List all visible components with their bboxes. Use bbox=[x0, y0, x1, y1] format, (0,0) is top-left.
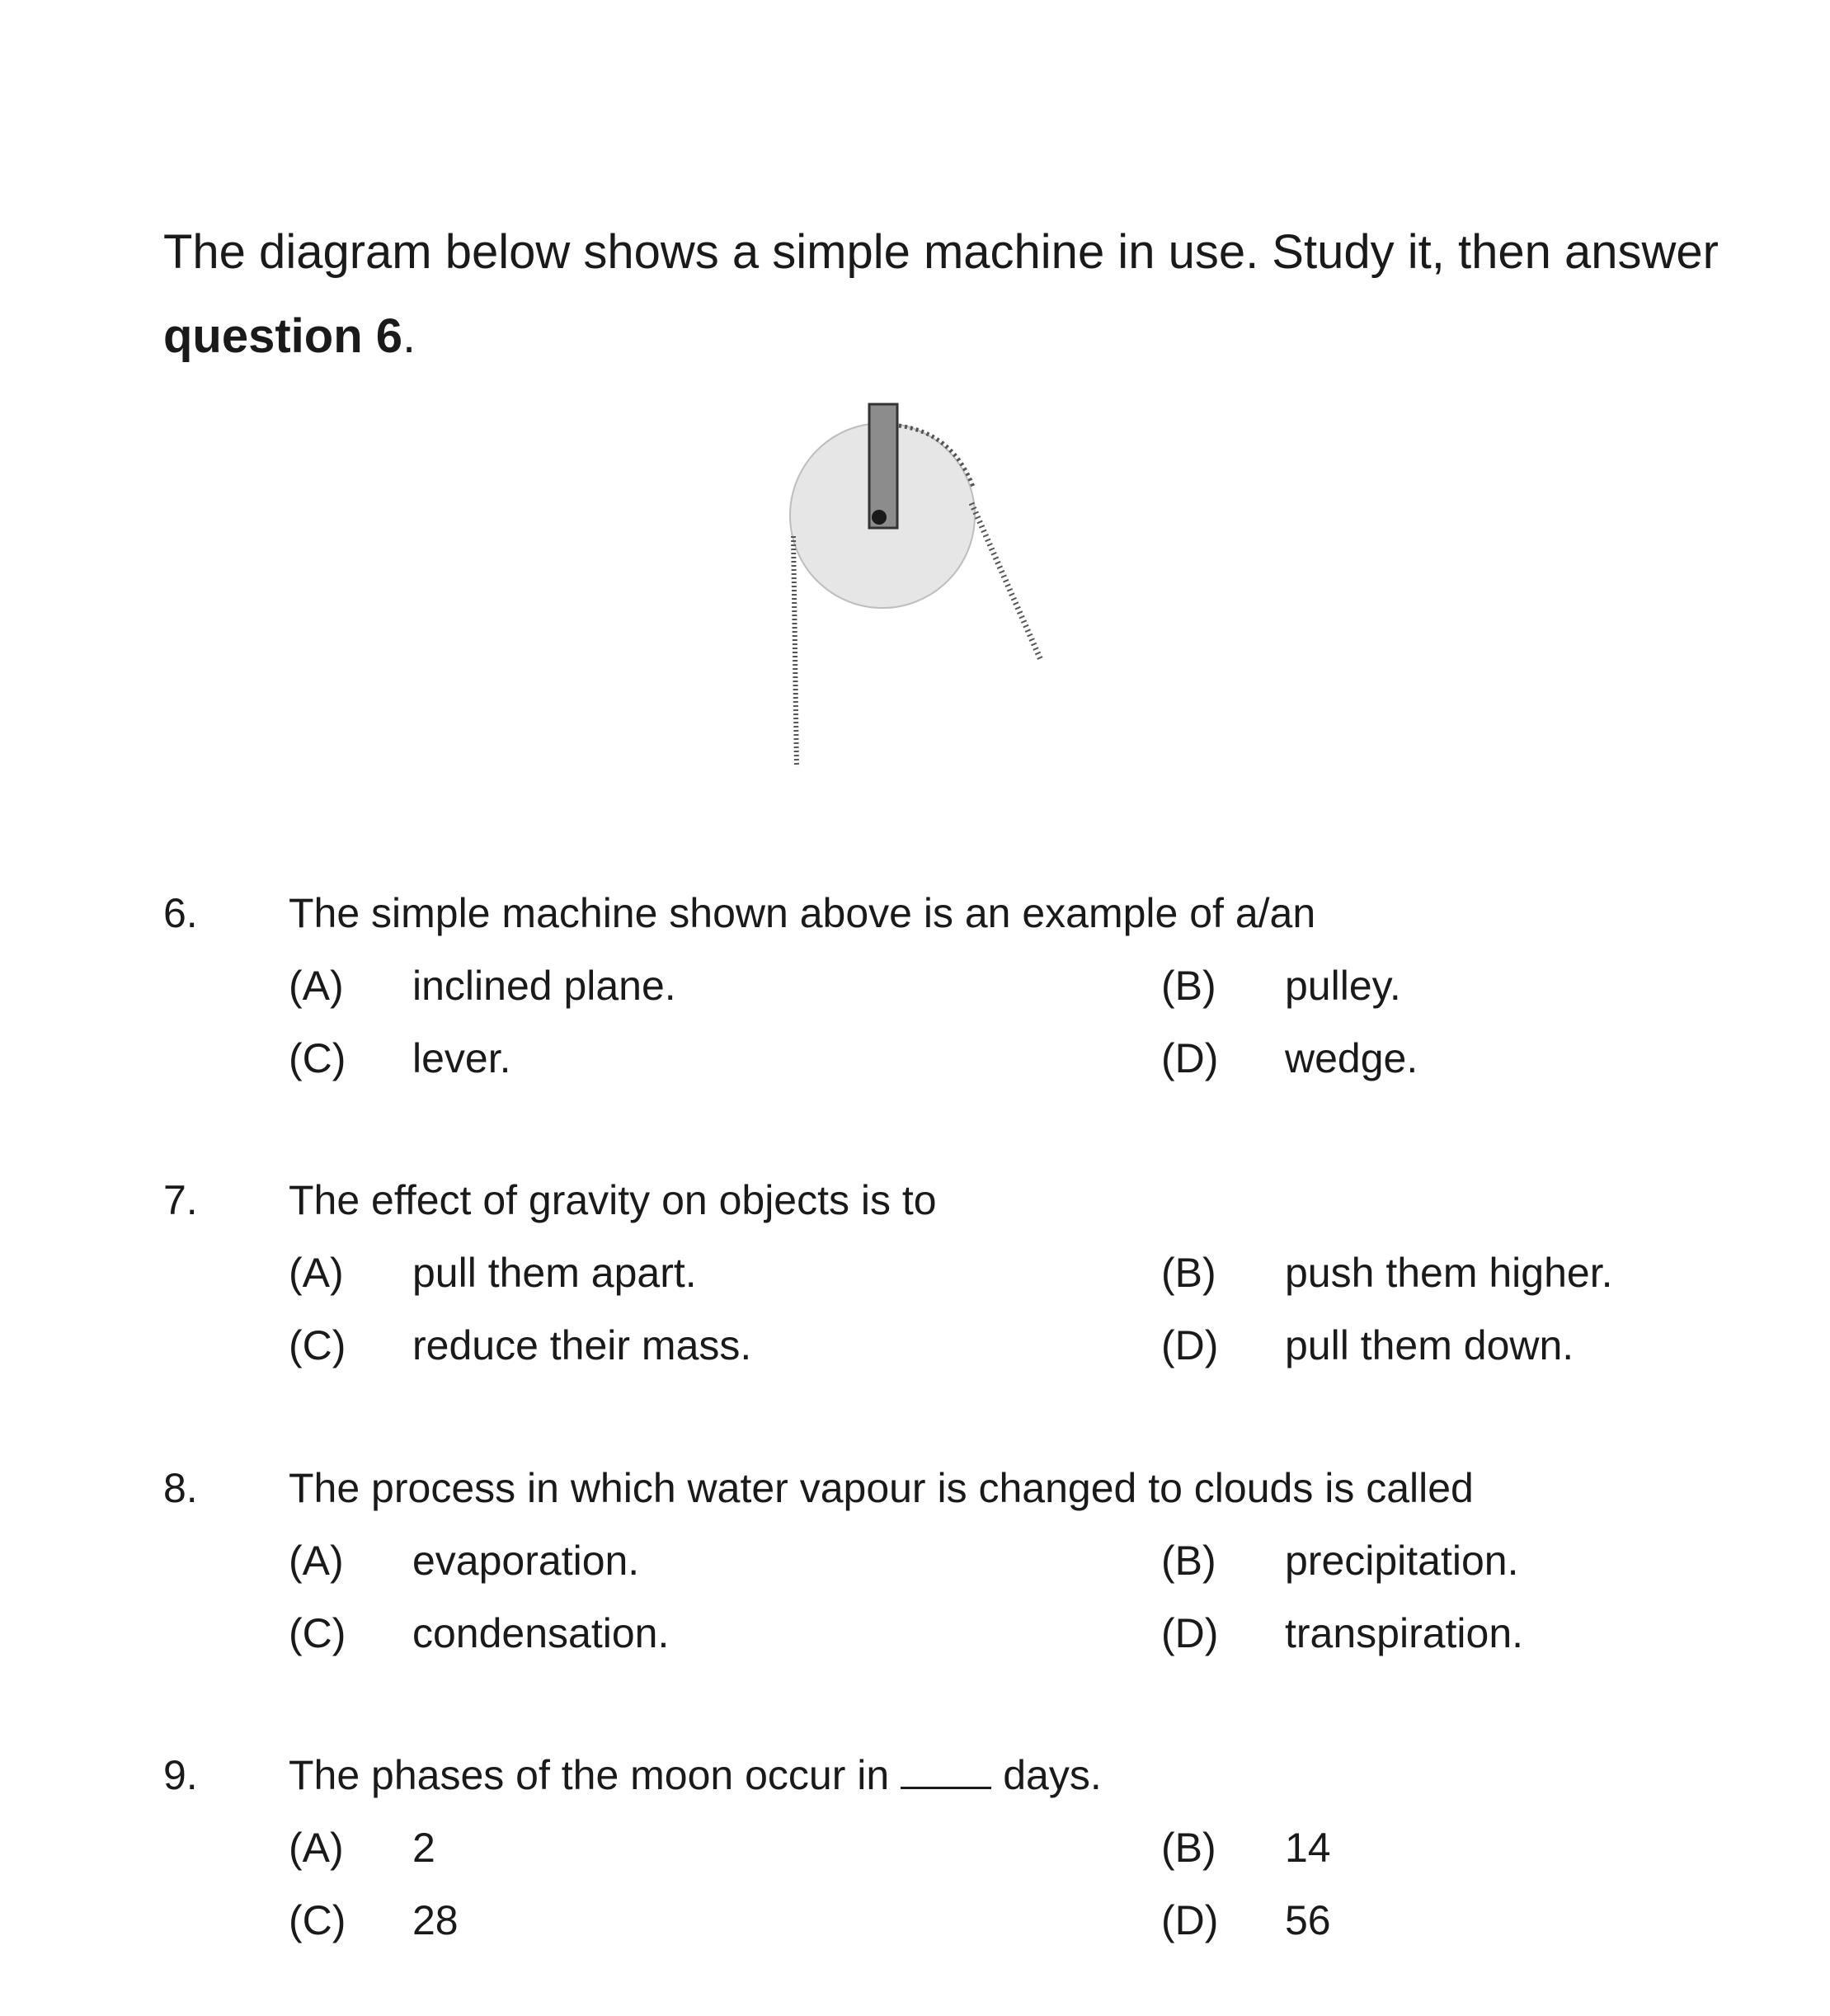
option-letter: (D) bbox=[1161, 1610, 1219, 1656]
option-text: 2 bbox=[412, 1825, 435, 1871]
option-text: pull them apart. bbox=[412, 1250, 697, 1296]
pulley-axle bbox=[872, 510, 887, 525]
intro-question-ref: question 6 bbox=[163, 309, 403, 363]
option-letter: (D) bbox=[1161, 1322, 1219, 1368]
option-text: 14 bbox=[1285, 1825, 1331, 1871]
option-text: precipitation. bbox=[1285, 1538, 1519, 1584]
option-letter: (C) bbox=[289, 1610, 346, 1656]
question-stem-after: days. bbox=[1003, 1752, 1102, 1798]
option-text: pulley. bbox=[1285, 963, 1401, 1009]
option-text: reduce their mass. bbox=[412, 1322, 752, 1368]
option-text: 28 bbox=[412, 1897, 459, 1943]
option-text: lever. bbox=[412, 1035, 511, 1081]
option-letter: (A) bbox=[289, 1538, 344, 1584]
answer-blank bbox=[901, 1778, 991, 1789]
pulley-bracket bbox=[869, 404, 897, 528]
rope-right bbox=[971, 503, 1041, 660]
option-text: condensation. bbox=[412, 1610, 670, 1656]
intro-period: . bbox=[402, 309, 416, 363]
question-stem: The effect of gravity on objects is to bbox=[289, 1177, 937, 1223]
option-text: wedge. bbox=[1285, 1035, 1418, 1081]
option-letter: (A) bbox=[289, 1825, 344, 1871]
pulley-diagram bbox=[767, 388, 1064, 775]
question-number: 9. bbox=[163, 1752, 198, 1798]
question-stem: The process in which water vapour is changed to clouds is called bbox=[289, 1465, 1474, 1511]
option-letter: (C) bbox=[289, 1322, 346, 1368]
question-stem-before: The phases of the moon occur in bbox=[289, 1752, 890, 1798]
question-number: 8. bbox=[163, 1465, 198, 1511]
option-text: evaporation. bbox=[412, 1538, 640, 1584]
option-text: 56 bbox=[1285, 1897, 1331, 1943]
option-letter: (A) bbox=[289, 963, 344, 1009]
intro-paragraph bbox=[163, 210, 1796, 379]
rope-left bbox=[793, 536, 797, 767]
option-letter: (C) bbox=[289, 1897, 346, 1943]
option-letter: (B) bbox=[1161, 1250, 1216, 1296]
question-number: 6. bbox=[163, 890, 198, 936]
option-letter: (D) bbox=[1161, 1897, 1219, 1943]
option-letter: (C) bbox=[289, 1035, 346, 1081]
option-letter: (D) bbox=[1161, 1035, 1219, 1081]
option-letter: (B) bbox=[1161, 963, 1216, 1009]
option-letter: (B) bbox=[1161, 1538, 1216, 1584]
question-stem bbox=[289, 1751, 1102, 1799]
option-text: inclined plane. bbox=[412, 963, 676, 1009]
option-text: push them higher. bbox=[1285, 1250, 1613, 1296]
intro-line-2 bbox=[163, 294, 1796, 379]
option-letter: (A) bbox=[289, 1250, 344, 1296]
question-stem: The simple machine shown above is an example of a/an bbox=[289, 890, 1316, 936]
option-letter: (B) bbox=[1161, 1825, 1216, 1871]
option-text: transpiration. bbox=[1285, 1610, 1524, 1656]
option-text: pull them down. bbox=[1285, 1322, 1574, 1368]
intro-line-1: The diagram below shows a simple machine in use. Study it, then answer bbox=[163, 225, 1719, 279]
question-number: 7. bbox=[163, 1177, 198, 1223]
